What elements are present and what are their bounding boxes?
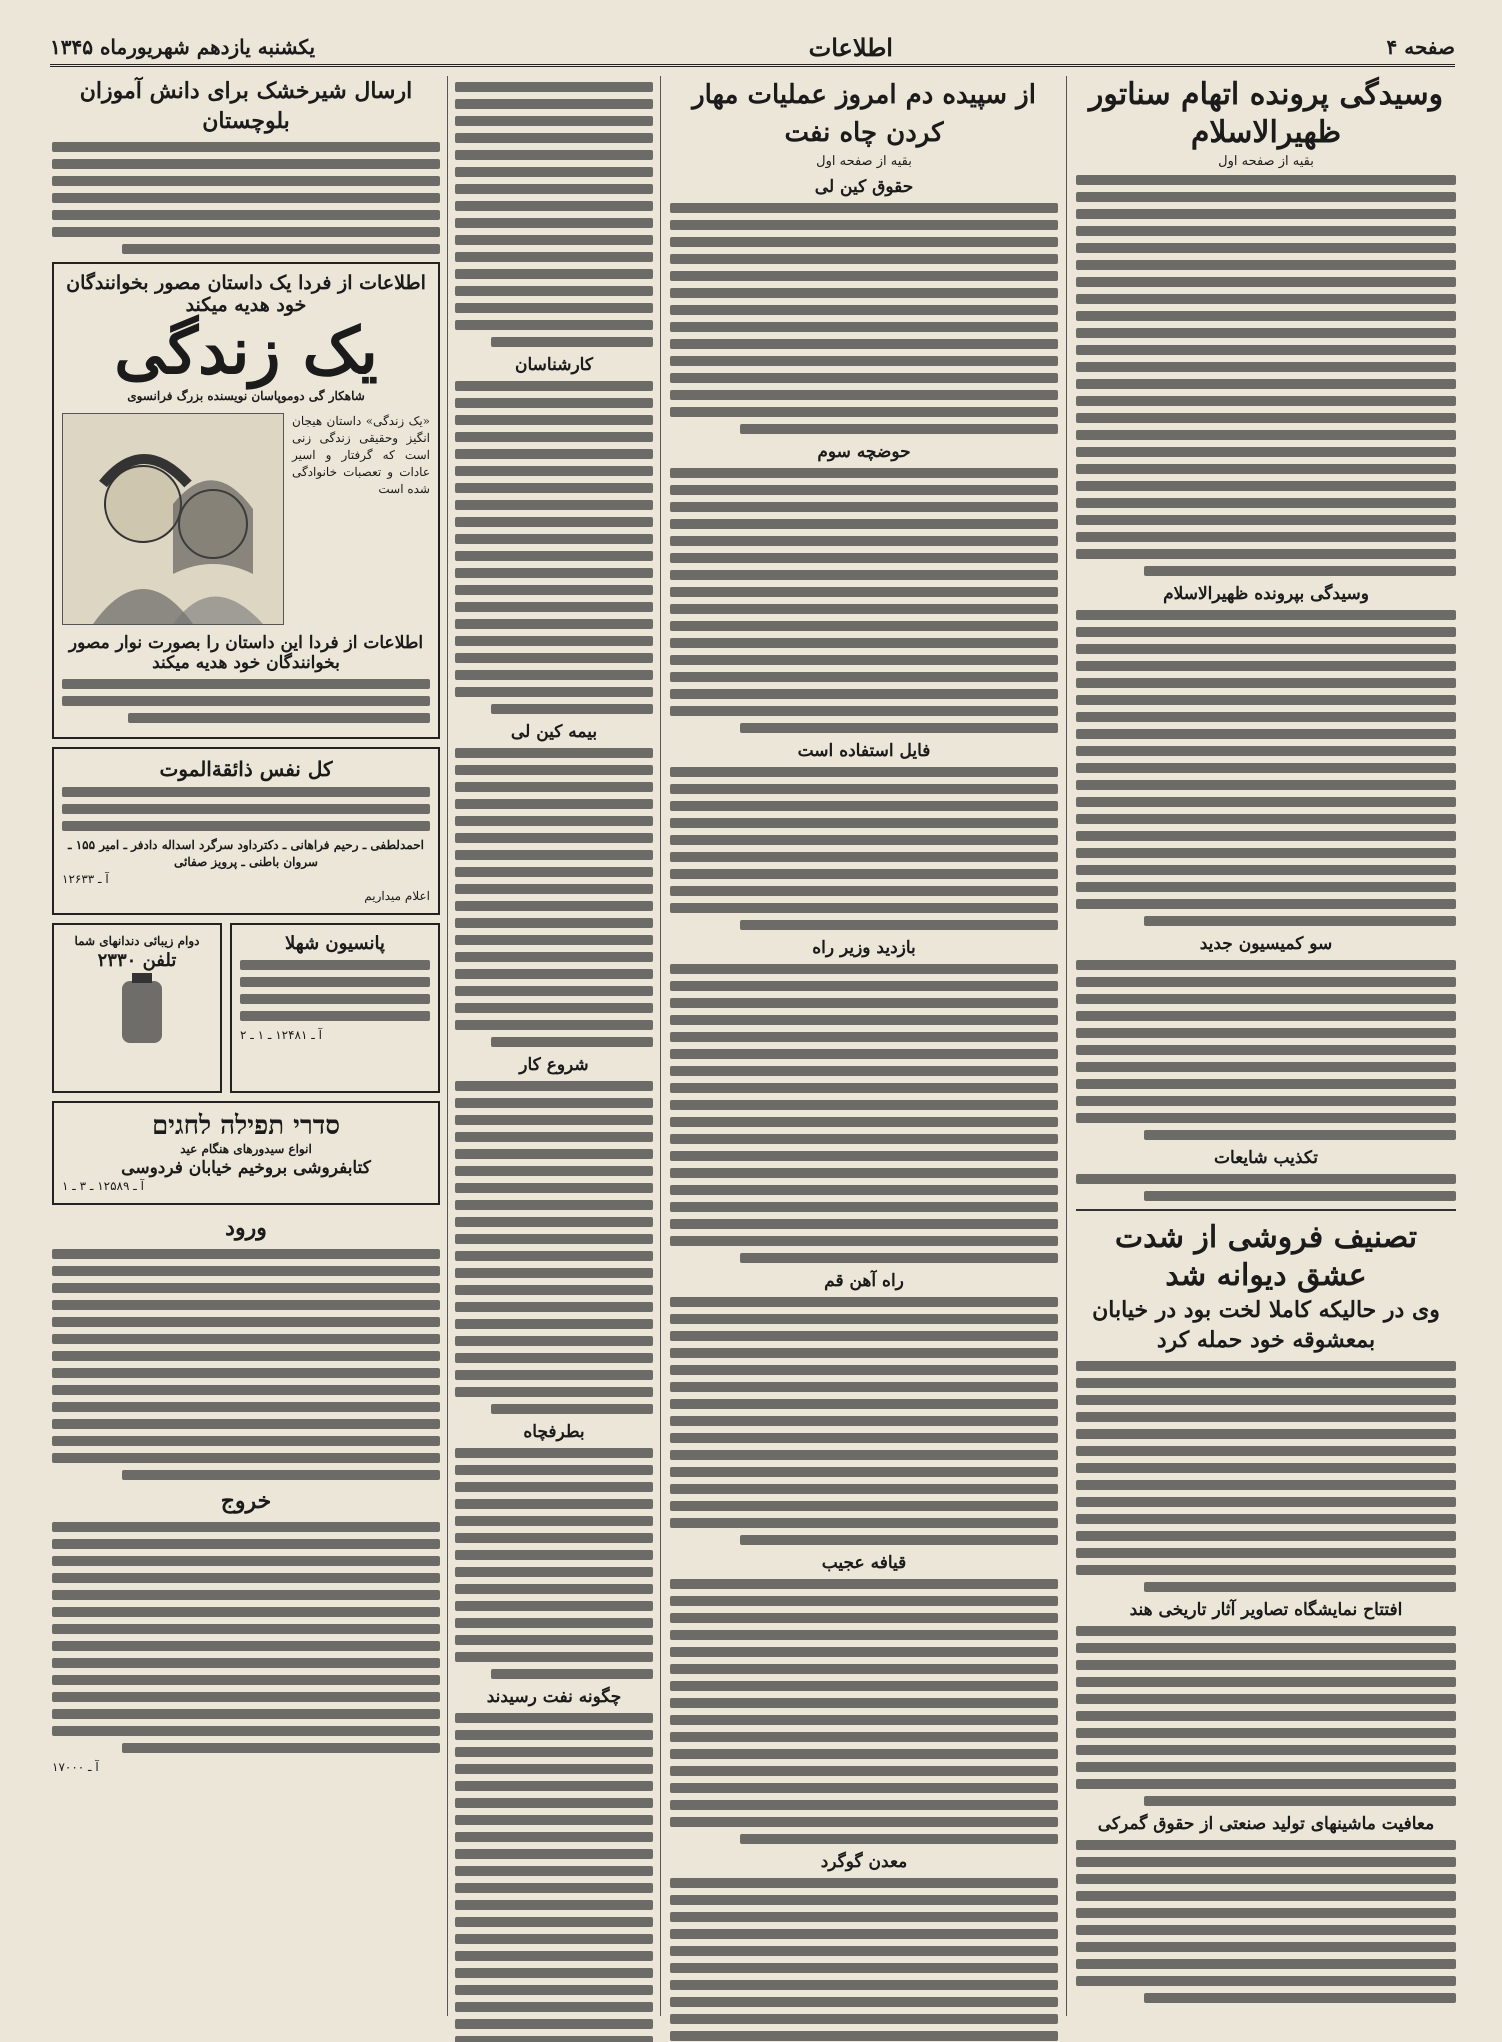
column-3 (455, 76, 653, 2042)
main-headline: وسیدگی پرونده اتهام سناتور ظهیرالاسلام (1088, 77, 1444, 150)
column-rule (447, 76, 448, 2016)
ad-title: یک زندگی (114, 314, 378, 389)
ad-footer: اطلاعات از فردا این داستان را بصورت نوار مصور بخوانندگان خود هدیه میکند (68, 633, 424, 673)
article-body (455, 82, 653, 347)
column-4 (52, 76, 440, 1776)
continued-note: بقیه از صفحه اول (816, 154, 912, 169)
masthead (50, 30, 1455, 67)
subheading: چگونه نفت رسیدند (486, 1687, 622, 1707)
subheading: معافیت ماشینهای تولید صنعتی از حقوق گمرکی (1097, 1814, 1435, 1834)
couple-illustration (62, 413, 284, 625)
departures-heading: خروج (220, 1488, 272, 1514)
serial-advertisement (52, 262, 440, 739)
article-body (455, 748, 653, 1047)
column-rule (1066, 76, 1067, 2016)
obituary-names: احمدلطفی ـ رحیم فراهانی ـ دکترداود سرگرد اسداله دادفر ـ امیر ۱۵۵ ـ سروان باطنی ـ پرویز صفائی (68, 838, 424, 869)
article-body (670, 767, 1058, 930)
article-body (1076, 175, 1456, 576)
departures-body (52, 1522, 440, 1753)
column-1 (1076, 76, 1456, 2009)
issue-date: یکشنبه یازدهم شهریورماه ۱۳۴۵ (50, 35, 316, 59)
ad-author: شاهکار گی دوموپاسان نویسنده بزرگ فرانسوی (127, 389, 365, 403)
article-body (1076, 610, 1456, 926)
subheading: حوضچه سوم (817, 442, 911, 462)
small-ads-row (52, 923, 440, 1093)
subheading: بیمه کین لی (510, 722, 598, 742)
subheading: افتتاح نمایشگاه تصاویر آثار تاریخی هند (1129, 1600, 1403, 1620)
subheading: کارشناسان (515, 355, 593, 375)
bottom-code: آ ـ ۱۷۰۰۰ (52, 1760, 99, 1774)
dental-phone: تلفن ۲۳۳۰ (97, 950, 177, 971)
dental-ad (52, 923, 222, 1093)
article-body (1076, 1361, 1456, 1592)
ad-body (62, 679, 430, 723)
paper-name: اطلاعات (808, 32, 893, 62)
pension-title: پانسیون شهلا (285, 933, 385, 954)
subheading: شروع کار (519, 1055, 589, 1075)
subheading: وسیدگی بپرونده ظهیرالاسلام (1163, 584, 1369, 604)
obituary-body (62, 787, 430, 831)
article-body (670, 1297, 1058, 1545)
article-body (1076, 1174, 1456, 1201)
subheading: بطرفچاه (523, 1422, 585, 1442)
bookshop-code: آ ـ ۱۲۵۸۹ ـ ۳ ـ ۱ (62, 1179, 144, 1193)
tube-icon (72, 971, 212, 1051)
article-body (455, 381, 653, 714)
arrivals-body (52, 1249, 440, 1480)
hebrew-title: סדרי תפילה לחגים (151, 1111, 341, 1141)
obituary-tail: اعلام میداریم (364, 889, 430, 903)
dental-heading: دوام زیبائی دندانهای شما (74, 934, 200, 948)
article-body (670, 1878, 1058, 2042)
pension-ad (230, 923, 440, 1093)
divider (1076, 1209, 1456, 1211)
subheading: قیافه عجیب (821, 1553, 907, 1573)
obituary-code: آ ـ ۱۲۶۳۳ (62, 872, 109, 886)
story-headline: ارسال شیرخشک برای دانش آموزان بلوچستان (79, 78, 413, 134)
bookshop-name: کتابفروشی بروخیم خیابان فردوسی (121, 1158, 371, 1178)
article-body (455, 1448, 653, 1679)
article-body (455, 1081, 653, 1414)
article-body (455, 1713, 653, 2042)
story-headline: تصنیف فروشی از شدت عشق دیوانه شد (1114, 1220, 1418, 1293)
subheading: معدن گوگرد (820, 1852, 908, 1872)
article-body (670, 1579, 1058, 1844)
column-rule (660, 76, 661, 2016)
ad-blurb: «یک زندگی» داستان هیجان انگیز وحقیقی زندگی زنی است که گرفتار و اسیر عادات و تعصبات خانوادگی شده است (292, 414, 430, 496)
subheading: حقوق کین لی (814, 177, 914, 197)
continued-note: بقیه از صفحه اول (1218, 154, 1314, 169)
article-body (670, 964, 1058, 1263)
subheading: فایل استفاده است (797, 741, 931, 761)
article-body (1076, 1626, 1456, 1806)
subheading: سو کمیسیون جدید (1199, 934, 1333, 954)
siddur-ad (52, 1101, 440, 1205)
pension-body (240, 960, 430, 1021)
article-body (1076, 960, 1456, 1140)
oil-headline: از سپیده دم امروز عملیات مهار کردن چاه نفت (692, 80, 1036, 148)
ad-heading: اطلاعات از فردا یک داستان مصور بخوانندگان خود هدیه میکند (66, 272, 426, 316)
column-2 (670, 76, 1058, 2042)
subheading: بازدید وزیر راه (812, 938, 916, 958)
subheading: راه آهن قم (824, 1271, 904, 1291)
pension-code: آ ـ ۱۲۴۸۱ ـ ۱ ـ ۲ (240, 1028, 322, 1042)
subheading: تکذیب شایعات (1214, 1148, 1318, 1168)
article-body (1076, 1840, 1456, 2003)
page-number: صفحه ۴ (1386, 35, 1455, 59)
arrivals-heading: ورود (225, 1215, 267, 1241)
siddur-line: انواع سیدورهای هنگام عید (180, 1142, 312, 1156)
article-body (670, 468, 1058, 733)
obituary-heading: کل نفس ذائقةالموت (159, 757, 333, 781)
obituary-notice (52, 747, 440, 915)
story-subheadline: وی در حالیکه کاملا لخت بود در خیابان بمعشوقه خود حمله کرد (1092, 1297, 1440, 1353)
article-body (670, 203, 1058, 434)
article-body (52, 142, 440, 254)
